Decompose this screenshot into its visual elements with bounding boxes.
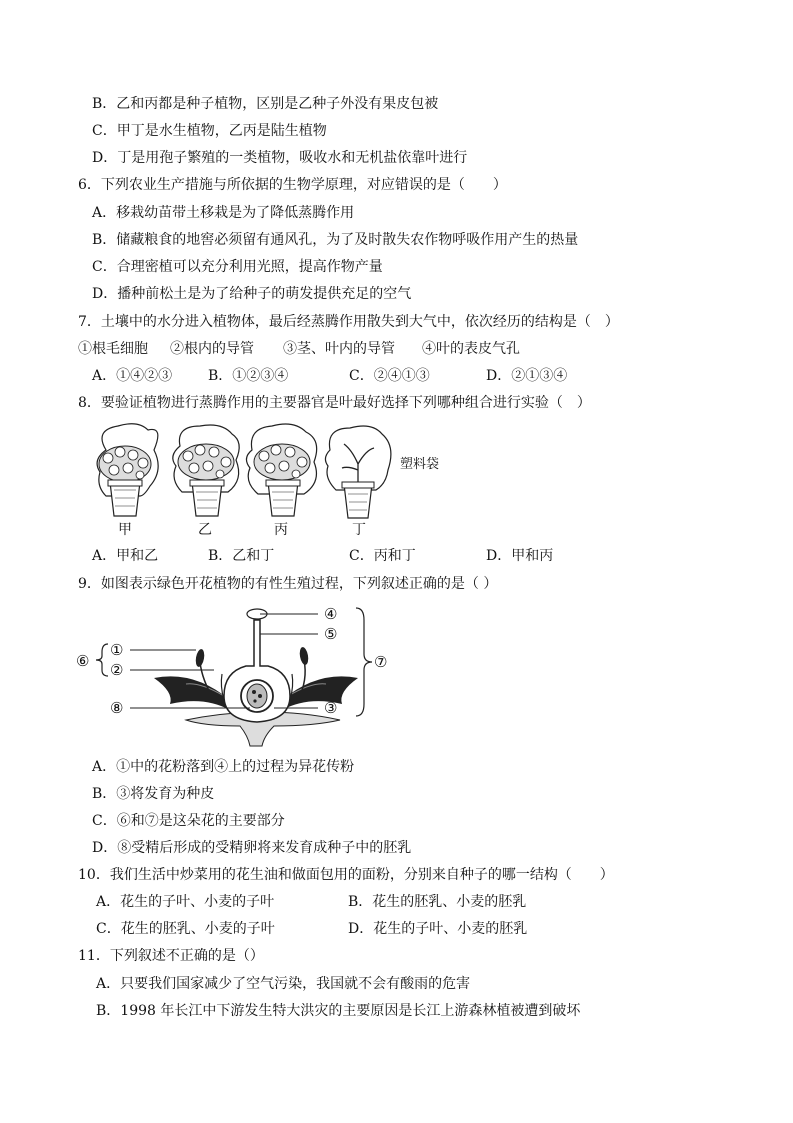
q9-option-a: A．①中的花粉落到④上的过程为异花传粉	[92, 759, 355, 775]
q9-stem: 9．如图表示绿色开花植物的有性生殖过程，下列叙述正确的是（ ）	[78, 576, 498, 592]
q6-option-c: C．合理密植可以充分利用光照，提高作物产量	[92, 259, 383, 275]
marker-3: ③	[324, 699, 338, 717]
q10-option-a: A．花生的子叶、小麦的子叶	[96, 894, 275, 910]
marker-8: ⑧	[110, 699, 124, 717]
marker-4: ④	[324, 605, 338, 623]
q10-stem: 10．我们生活中炒菜用的花生油和做面包用的面粉，分别来自种子的哪一结构（ ）	[78, 867, 614, 883]
q7-stem: 7．土壤中的水分进入植物体，最后经蒸腾作用散失到大气中，依次经历的结构是（ ）	[78, 314, 619, 330]
q11-stem: 11．下列叙述不正确的是（）	[78, 948, 264, 964]
q9-option-d: D．⑧受精后形成的受精卵将来发育成种子中的胚乳	[92, 840, 412, 856]
marker-2: ②	[110, 661, 124, 679]
label-ding: 丁	[352, 522, 366, 538]
q5-option-c: C．甲丁是水生植物，乙丙是陆生植物	[92, 123, 327, 139]
q7-option-b: B．①②③④	[208, 368, 289, 384]
q9-option-c: C．⑥和⑦是这朵花的主要部分	[92, 813, 285, 829]
q8-option-a: A．甲和乙	[92, 548, 159, 564]
q7-option-c: C．②④①③	[349, 368, 430, 384]
brace-right	[356, 608, 372, 716]
q5-option-b: B．乙和丙都是种子植物，区别是乙种子外没有果皮包被	[92, 96, 439, 112]
marker-6: ⑥	[76, 652, 90, 670]
label-bing: 丙	[274, 522, 288, 538]
q9-option-b: B．③将发育为种皮	[92, 786, 215, 802]
label-yi: 乙	[198, 522, 212, 538]
bag-label: 塑料袋	[400, 457, 440, 472]
q8-option-d: D．甲和丙	[486, 548, 554, 564]
q7-option-a: A．①④②③	[92, 368, 173, 384]
plant-bing	[246, 424, 316, 516]
q7-item-2: ②根内的导管	[170, 341, 254, 357]
q11-option-a: A．只要我们国家减少了空气污染，我国就不会有酸雨的危害	[96, 976, 471, 992]
marker-1: ①	[110, 641, 124, 659]
q10-option-c: C．花生的胚乳、小麦的子叶	[96, 921, 275, 937]
q5-option-d: D．丁是用孢子繁殖的一类植物，吸收水和无机盐依靠叶进行	[92, 150, 468, 166]
marker-7: ⑦	[374, 653, 388, 671]
q7-item-4: ④叶的表皮气孔	[422, 341, 520, 357]
q7-item-1: ①根毛细胞	[78, 341, 148, 357]
plant-yi	[173, 425, 239, 516]
brace-left	[96, 644, 108, 676]
q8-plant-figure	[88, 420, 468, 544]
q6-option-b: B．储藏粮食的地窖必须留有通风孔，为了及时散失农作物呼吸作用产生的热量	[92, 232, 579, 248]
plant-ding	[325, 426, 390, 518]
q9-flower-figure	[74, 600, 404, 750]
q8-stem: 8．要验证植物进行蒸腾作用的主要器官是叶最好选择下列哪种组合进行实验（ ）	[78, 395, 591, 411]
label-jia: 甲	[118, 522, 132, 538]
q7-option-d: D．②①③④	[486, 368, 568, 384]
q7-item-3: ③茎、叶内的导管	[283, 341, 395, 357]
q11-option-b: B．1998 年长江中下游发生特大洪灾的主要原因是长江上游森林植被遭到破坏	[96, 1003, 581, 1019]
q6-option-d: D．播种前松土是为了给种子的萌发提供充足的空气	[92, 286, 412, 302]
marker-5: ⑤	[324, 625, 338, 643]
q10-option-d: D．花生的子叶、小麦的胚乳	[348, 921, 528, 937]
plant-jia	[97, 424, 158, 516]
q6-stem: 6．下列农业生产措施与所依据的生物学原理，对应错误的是（ ）	[78, 177, 507, 193]
q8-option-c: C．丙和丁	[349, 548, 416, 564]
q10-option-b: B．花生的胚乳、小麦的胚乳	[348, 894, 527, 910]
q6-option-a: A．移栽幼苗带土移栽是为了降低蒸腾作用	[92, 205, 355, 221]
q8-option-b: B．乙和丁	[208, 548, 275, 564]
